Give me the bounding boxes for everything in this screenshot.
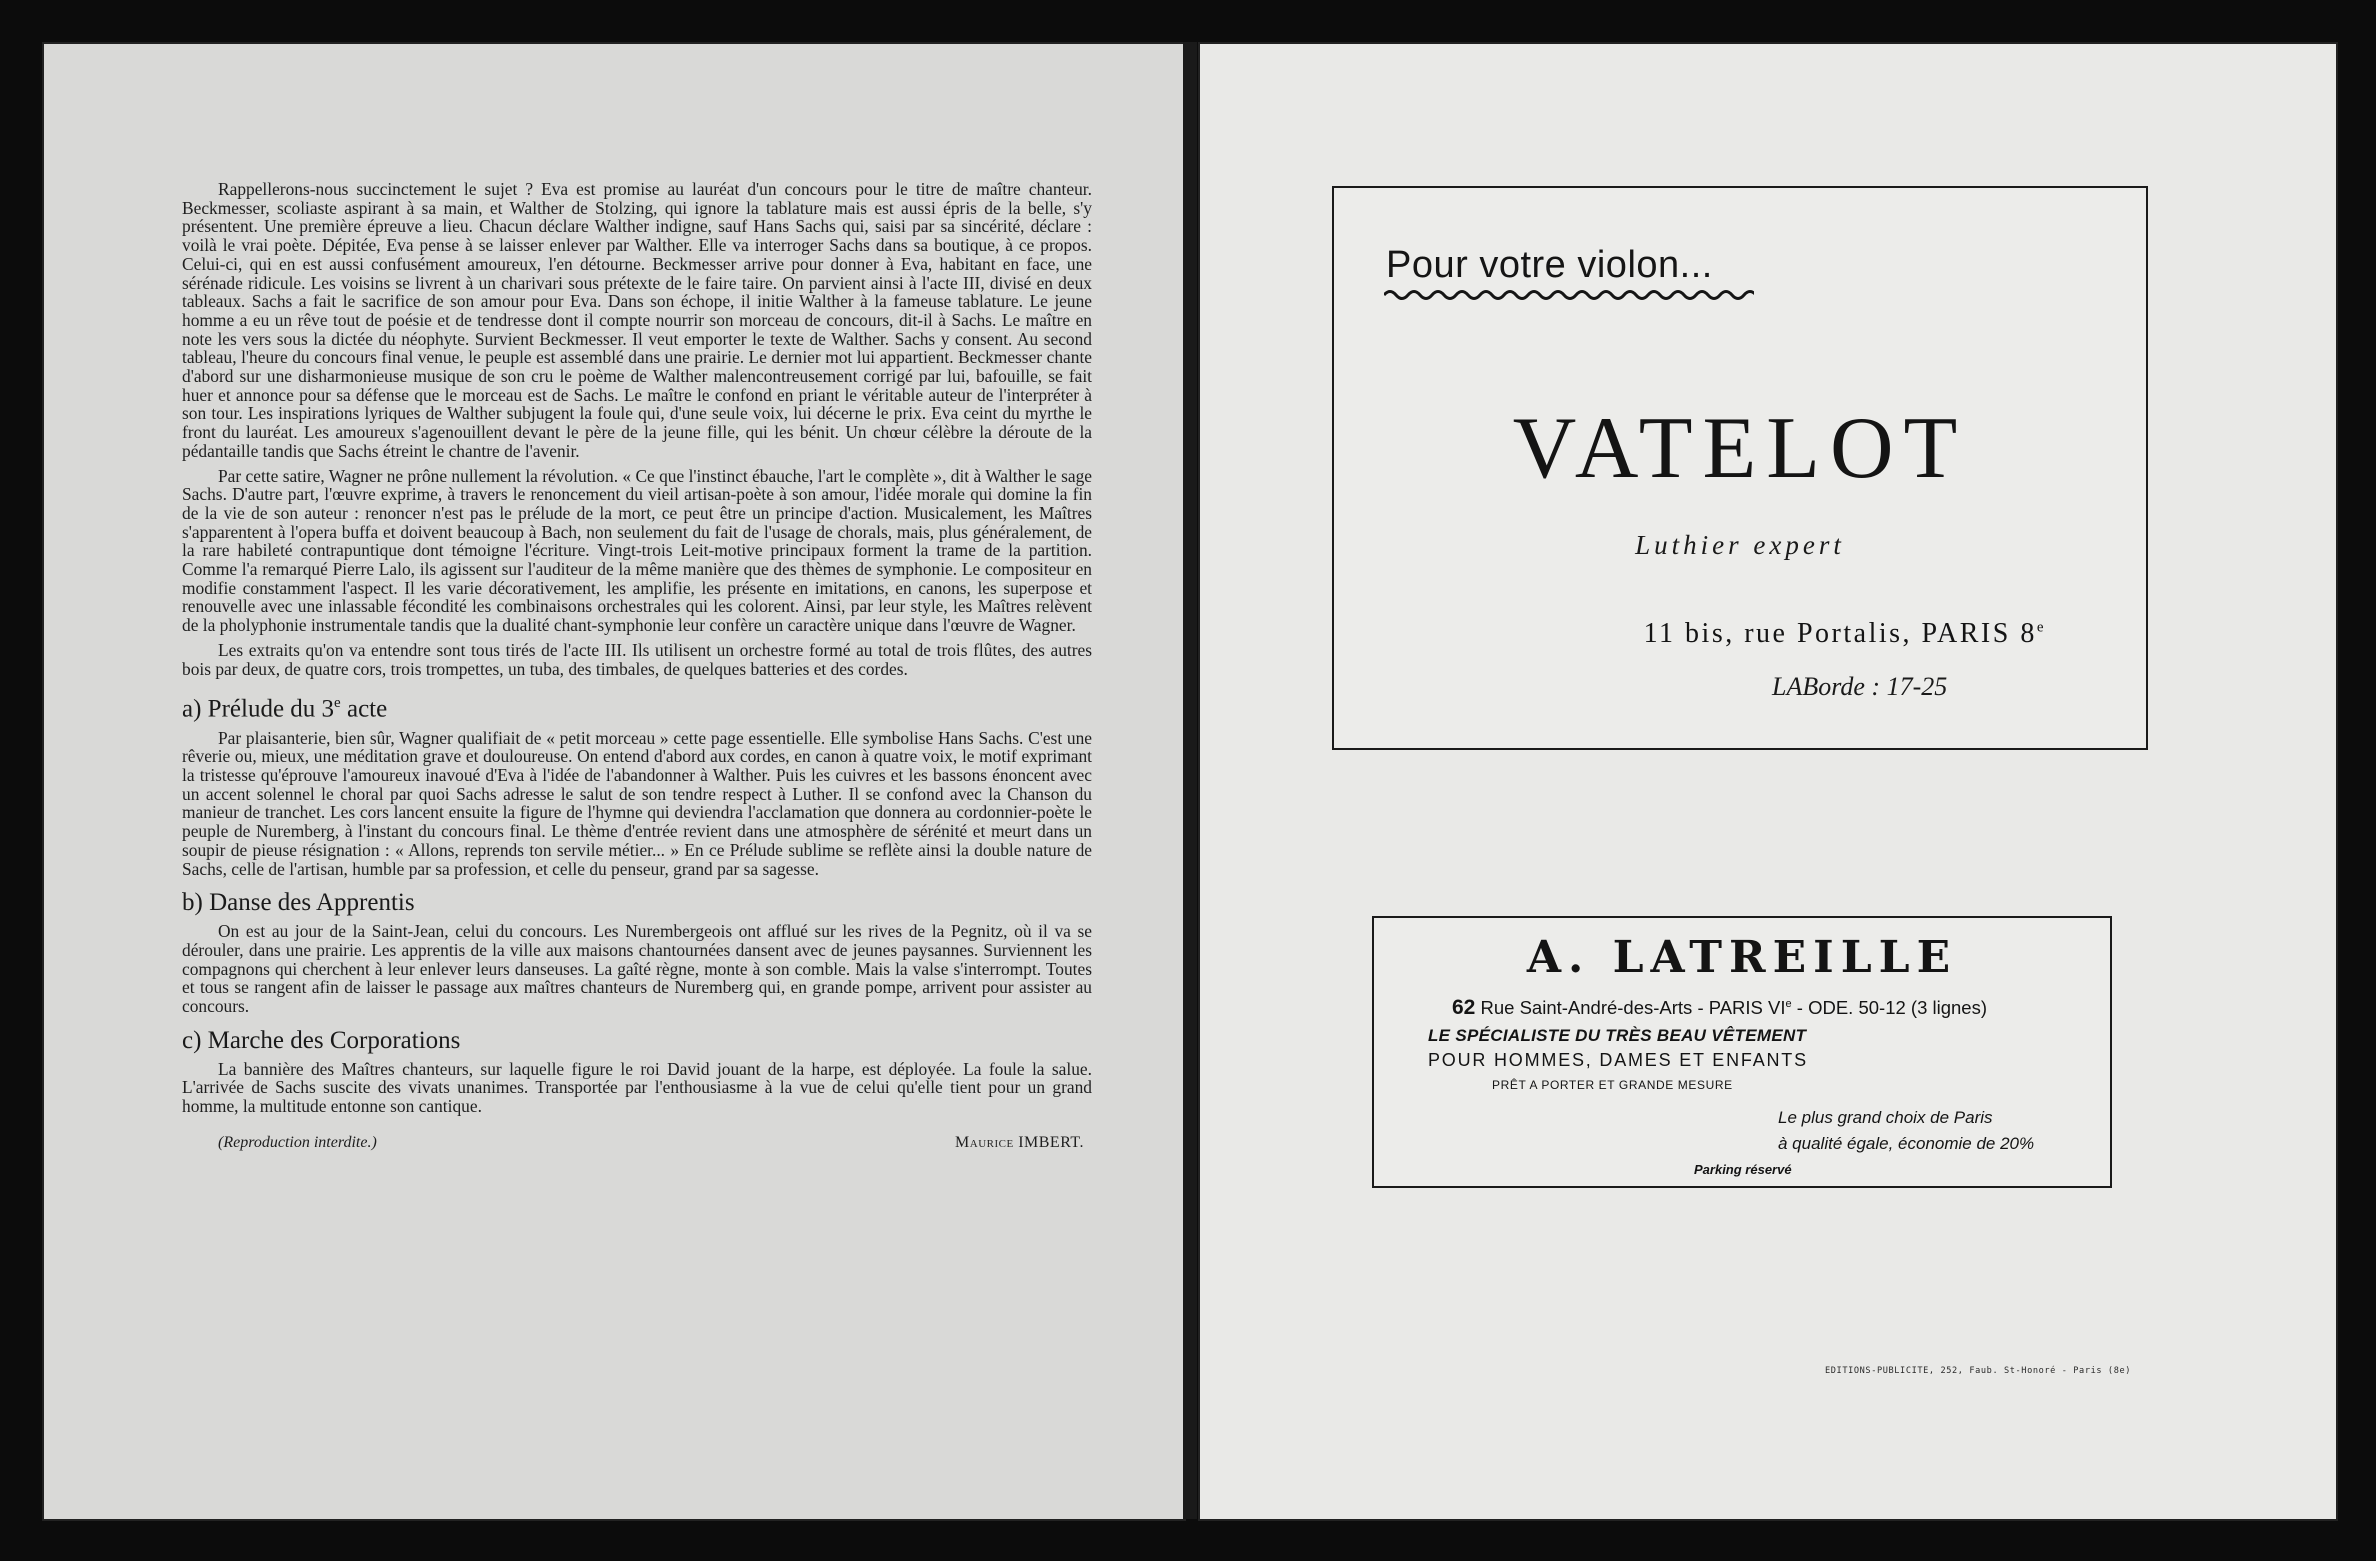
section-heading-prelude: a) Prélude du 3e acte [182,695,388,723]
section-heading-danse: b) Danse des Apprentis [182,889,415,917]
vatelot-advertisement [1332,186,2148,750]
latreille-advertisement [1372,916,2112,1188]
publisher-imprint: EDITIONS-PUBLICITE, 252, Faub. St-Honoré - Paris (8e) [1825,1366,2132,1376]
reproduction-note: (Reproduction interdite.) [218,1133,377,1151]
latreille-ready-to-wear: PRÊT A PORTER ET GRANDE MESURE [1492,1078,1733,1092]
section-text-prelude: Par plaisanterie, bien sûr, Wagner qualifiait de « petit morceau » cette page essentielle. Elle symbolise Hans Sachs. C'est une rêverie ou, mieux, une méditation grave et douloureuse. On entend d'abord aux cordes, en canon à quatre voix, le motif exprimant la tristesse qu'éprouve l'amoureux inavoué d'Eva à l'idée de l'abandonner à Walther. Puis les cuivres et les bassons énoncent avec un accent solennel le choral par quoi Sachs adresse le salut de son tendre respect à Luther. Il se confond avec la Chanson du manieur de tranchet. Les cors lancent ensuite la figure de l'hymne qui deviendra l'acclamation que donnera au cordonnier-poète le peuple de Nuremberg, à l'instant du concours final. Le thème d'entrée revient dans une atmosphère de sérénité et meurt dans un soupir de pieuse résignation : « Allons, reprends ton servile métier... » En ce Prélude sublime se reflète ainsi la double nature de Sachs, celle de l'artisan, humble par sa profession, et celle du penseur, grand par sa sagesse. [182,727,1092,879]
latreille-clothing: POUR HOMMES, DAMES ET ENFANTS [1428,1050,1808,1070]
vatelot-address: 11 bis, rue Portalis, PARIS 8e [1643,618,2046,649]
section-text-marche: La bannière des Maîtres chanteurs, sur laquelle figure le roi David jouant de la harpe, est déployée. La foule la salue. L'arrivée de Sachs suscite des vivats unanimes. Transportée par l'enthousiasme à la vue de celui qu'elle tient pour un grand homme, la multitude entonne son cantique. [182,1058,1092,1117]
latreille-parking: Parking réservé [1694,1162,1792,1177]
article-footer [182,1134,1092,1153]
latreille-quality: à qualité égale, économie de 20% [1778,1134,2035,1153]
article-paragraph-3: Les extraits qu'on va entendre sont tous tirés de l'acte III. Ils utilisent un orchestre formé au total de trois flûtes, des autres bois par deux, de quatre cors, trois trompettes, un tuba, des timbales, de quelques batteries et des cordes. [182,639,1092,679]
article-paragraph-2: Par cette satire, Wagner ne prône nullement la révolution. « Ce que l'instinct ébauche, l'art le complète », dit à Walther le sage Sachs. D'autre part, l'œuvre exprime, à travers le renoncement du vieil artisan-poète à son amour, l'idée morale qui domine la fin de la vie de son auteur : renoncer n'est pas le prélude de la mort, ce peut être un principe d'action. Musicalement, les Maîtres s'apparentent à l'opera buffa et doivent beaucoup à Bach, non seulement du fait de l'usage de chorals, mais, plus généralement, de la rare habileté contrapuntique dont témoigne l'écriture. Vingt-trois Leit-motive principaux forment la trame de la partition. Comme l'a remarqué Pierre Lalo, ils agissent sur l'auditeur de la même manière que des thèmes de symphonie. Le compositeur en modifie constamment l'aspect. Il les varie décorativement, les amplifie, les présente en imitations, en canons, les superpose et renouvelle avec une inlassable fécondité les combinaisons orchestrales qui les colorent. Ainsi, par leur style, les Maîtres relèvent de la pholyphonie instrumentale tandis que la dualité chant-symphonie leur confère un caractère unique dans l'œuvre de Wagner. [182,465,1092,636]
section-text-danse: On est au jour de la Saint-Jean, celui du concours. Les Nurembergeois ont afflué sur les rives de la Pegnitz, où il va se dérouler, dans une prairie. Les apprentis de la ville aux maisons chantournées dansent avec de jeunes paysannes. Surviennent les compagnons qui cherchent à leur enlever leurs danseuses. La gaîté règne, monte à son comble. Mais la valse s'interrompt. Toutes et tous se rangent afin de laisser le passage aux maîtres chanteurs de Nuremberg qui, en grande pompe, arrivent pour assister au concours. [182,921,1092,1017]
wavy-underline [1384,288,1754,302]
latreille-brand: A. LATREILLE [1526,932,1958,983]
author-name: Maurice IMBERT. [955,1133,1084,1151]
section-heading-marche: c) Marche des Corporations [182,1026,461,1054]
vatelot-phone: LABorde : 17-25 [1772,672,1948,701]
article-paragraph-1: Rappellerons-nous succinctement le sujet ? Eva est promise au lauréat d'un concours pour le titre de maître chanteur. Beckmesser, scoliaste aspirant à sa main, et Walther de Stolzing, qui ignore la tablature mais est aussi épris de la belle, s'y présentent. Une première épreuve a lieu. Chacun déclare Walther indigne, sauf Hans Sachs qui, saisi par sa sincérité, déclare : voilà le vrai poète. Dépitée, Eva pense à se laisser enlever par Walther. Elle va interroger Sachs dans sa boutique, à ce propos. Celui-ci, qui en est aussi confusément amoureux, l'en détourne. Beckmesser arrive pour donner à Eva, habitant en face, une sérénade ridicule. Les voisins se livrent à un charivari sous prétexte de le faire taire. On parvient ainsi à l'acte III, divisé en deux tableaux. Sachs a fait le sacrifice de son amour pour Eva. Dans son échope, il initie Walther à la fameuse tablature. Le jeune homme a eu un rêve tout de poésie et de tendresse dont il compte nourrir son morceau de concours, dit-il à Sachs. Le maître en note les vers sous la dictée du néophyte. Survient Beckmesser. Il veut emporter le texte de Walther. Sachs y consent. Au second tableau, l'heure du concours final venue, le peuple est assemblé dans une prairie. Le dernier mot lui appartient. Beckmesser chante d'abord sur une disharmonieuse musique de son cru le poème de Walther malencontreusement corrigé par lui, bafouille, se fait huer et annonce pour sa défense que le morceau est de Sachs. Le maître le confond en priant le véritable auteur de l'interpréter à son tour. Les inspirations lyriques de Walther subjugent la foule qui, d'une seule voix, lui décerne le prix. Eva ceint du myrthe le front du lauréat. Les amoureux s'agenouillent devant le père de la jeune fille, qui les bénit. Un chœur célèbre la déroute de la pédantaille tandis que Sachs étreint le chantre de l'avenir. [182,179,1092,461]
book-spine [1183,42,1197,1519]
vatelot-brand: VATELOT [1512,400,1968,497]
right-page [1198,42,2338,1521]
vatelot-headline: Pour votre violon... [1386,244,1713,286]
latreille-choice: Le plus grand choix de Paris [1778,1108,1993,1127]
left-page [42,42,1186,1521]
article [182,180,1092,1153]
latreille-address: 62 Rue Saint-André-des-Arts - PARIS VIe - ODE. 50-12 (3 lignes) [1452,996,1987,1019]
vatelot-subtitle: Luthier expert [1635,530,1845,560]
latreille-specialty: LE SPÉCIALISTE DU TRÈS BEAU VÊTEMENT [1428,1026,1807,1045]
